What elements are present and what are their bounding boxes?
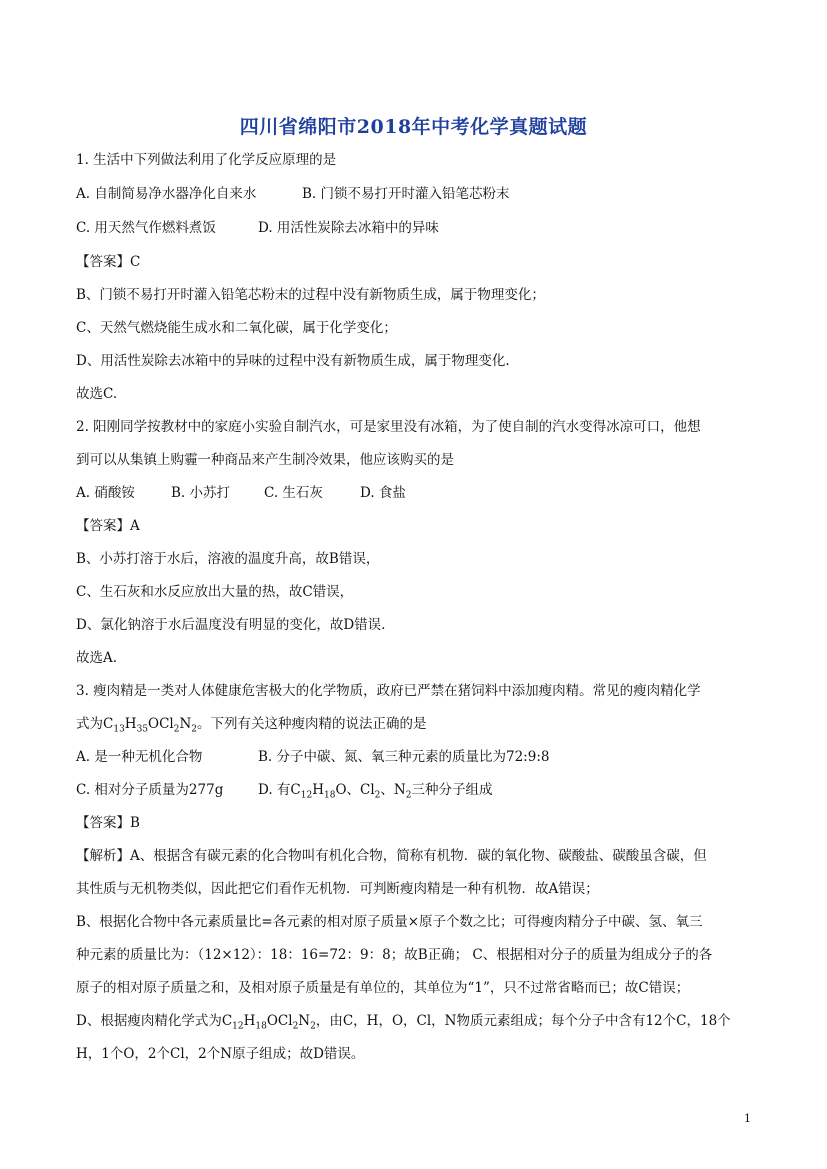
formula-subscript: 2 xyxy=(374,790,381,801)
question-3-option-d xyxy=(258,781,492,799)
question-3-analysis-line-1: 【解析】A、根据含有碳元素的化合物叫有机化合物，简称有机物．碳的氧化物、碳酸盐、碳酸虽含碳，但 xyxy=(76,848,707,864)
question-3-analysis-line-5: 原子的相对原子质量之和，及相对原子质量是有单位的，其单位为“1”，只不过常省略而已；故C错误； xyxy=(76,980,690,996)
formula-text: O、Cl xyxy=(335,782,375,798)
formula-text: H xyxy=(124,716,137,732)
question-1-options-row-1 xyxy=(76,185,510,203)
analysis-text: ，由C，H，O，Cl，N物质元素组成；每个分子中含有12个C，18个 xyxy=(315,1013,731,1029)
question-1-explanation-b: B、门锁不易打开时灌入铅笔芯粉末的过程中没有新物质生成，属于物理变化； xyxy=(76,287,545,303)
formula-text: 式为C xyxy=(76,716,114,732)
formula-text: 、N xyxy=(380,782,406,798)
question-2-explanation-c: C、生石灰和水反应放出大量的热，故C错误， xyxy=(76,584,354,600)
formula-text: H xyxy=(243,1013,256,1029)
option-text: 三种分子组成 xyxy=(411,782,493,798)
question-2-option-b: B. 小苏打 xyxy=(171,485,231,501)
formula-subscript: 12 xyxy=(300,790,313,801)
formula-subscript: 18 xyxy=(324,790,336,801)
formula-subscript: 2 xyxy=(292,1021,299,1032)
question-1-options-row-2 xyxy=(76,219,439,237)
question-3-options-row-1 xyxy=(76,748,549,766)
question-3-analysis-line-4: 种元素的质量比为：（12×12）：18：16=72：9：8；故B正确； C、根据相对分子的质量为组成分子的各 xyxy=(76,947,713,963)
question-1-option-c: C. 用天然气作燃料煮饭 xyxy=(76,220,216,236)
question-2-answer: 【答案】A xyxy=(76,518,140,534)
question-2-option-d: D. 食盐 xyxy=(360,485,406,501)
formula-text: H xyxy=(312,782,324,798)
question-1-option-d: D. 用活性炭除去冰箱中的异味 xyxy=(258,220,439,236)
question-3-answer: 【答案】B xyxy=(76,815,140,831)
question-1-explanation-c: C、天然气燃烧能生成水和二氧化碳，属于化学变化； xyxy=(76,320,397,336)
formula-subscript: 13 xyxy=(113,724,125,735)
formula-subscript: 18 xyxy=(255,1021,267,1032)
question-2-options xyxy=(76,484,406,502)
page-number: 1 xyxy=(744,1112,751,1125)
question-1-answer: 【答案】C xyxy=(76,254,141,270)
question-3-option-b: B. 分子中碳、氮、氧三种元素的质量比为72:9:8 xyxy=(258,749,550,765)
question-1-option-a: A. 自制简易净水器净化自来水 xyxy=(76,186,257,202)
stem-text: 。下列有关这种瘦肉精的说法正确的是 xyxy=(197,716,427,732)
option-text: D. 有C xyxy=(258,782,301,798)
question-3-stem-line-2 xyxy=(76,715,427,733)
question-1-explanation-d: D、用活性炭除去冰箱中的异味的过程中没有新物质生成，属于物理变化. xyxy=(76,353,510,369)
question-2-conclusion: 故选A. xyxy=(76,650,118,666)
formula-text: N xyxy=(179,716,192,732)
question-2-stem-line-1: 2. 阳刚同学按教材中的家庭小实验自制汽水，可是家里没有冰箱，为了使自制的汽水变得冰凉可口，他想 xyxy=(76,419,701,435)
page-title: 四川省绵阳市2018年中考化学真题试题 xyxy=(239,116,588,138)
question-2-stem-line-2: 到可以从集镇上购霾一种商品来产生制冷效果，他应该购买的是 xyxy=(76,452,454,468)
question-3-stem-line-1: 3. 瘦肉精是一类对人体健康危害极大的化学物质，政府已严禁在猪饲料中添加瘦肉精。常见的瘦肉精化学 xyxy=(76,683,701,699)
question-2-option-c: C. 生石灰 xyxy=(264,485,323,501)
formula-text: OCl xyxy=(148,716,174,732)
question-3-analysis-line-7: H，1个O，2个Cl，2个N原子组成；故D错误。 xyxy=(76,1046,365,1062)
question-3-analysis-line-2: 其性质与无机物类似，因此把它们看作无机物．可判断瘦肉精是一种有机物．故A错误； xyxy=(76,881,599,897)
question-1-option-b: B. 门锁不易打开时灌入铅笔芯粉末 xyxy=(302,186,510,202)
formula-subscript: 12 xyxy=(232,1021,244,1032)
analysis-text: D、根据瘦肉精化学式为C xyxy=(76,1013,233,1029)
question-2-explanation-b: B、小苏打溶于水后，溶液的温度升高，故B错误， xyxy=(76,551,380,567)
question-3-analysis-line-6 xyxy=(76,1012,731,1030)
formula-subscript: 2 xyxy=(310,1021,316,1032)
formula-subscript: 35 xyxy=(136,724,149,735)
question-3-options-row-2 xyxy=(76,781,492,799)
question-3-option-c: C. 相对分子质量为277g xyxy=(76,782,224,798)
formula-text: N xyxy=(298,1013,311,1029)
formula-subscript: 2 xyxy=(191,724,198,735)
question-2-option-a: A. 硝酸铵 xyxy=(76,485,135,501)
question-3-option-a: A. 是一种无机化合物 xyxy=(76,749,203,765)
formula-subscript: 2 xyxy=(173,724,180,735)
question-2-explanation-d: D、氯化钠溶于水后温度没有明显的变化，故D错误. xyxy=(76,617,386,633)
question-3-analysis-line-3: B、根据化合物中各元素质量比=各元素的相对原子质量×原子个数之比；可得瘦肉精分子中碳、氢、氧三 xyxy=(76,914,703,930)
formula-text: OCl xyxy=(266,1013,293,1029)
question-1-conclusion: 故选C. xyxy=(76,386,118,402)
formula-subscript: 2 xyxy=(405,790,412,801)
question-1-stem: 1. 生活中下列做法利用了化学反应原理的是 xyxy=(76,152,337,168)
